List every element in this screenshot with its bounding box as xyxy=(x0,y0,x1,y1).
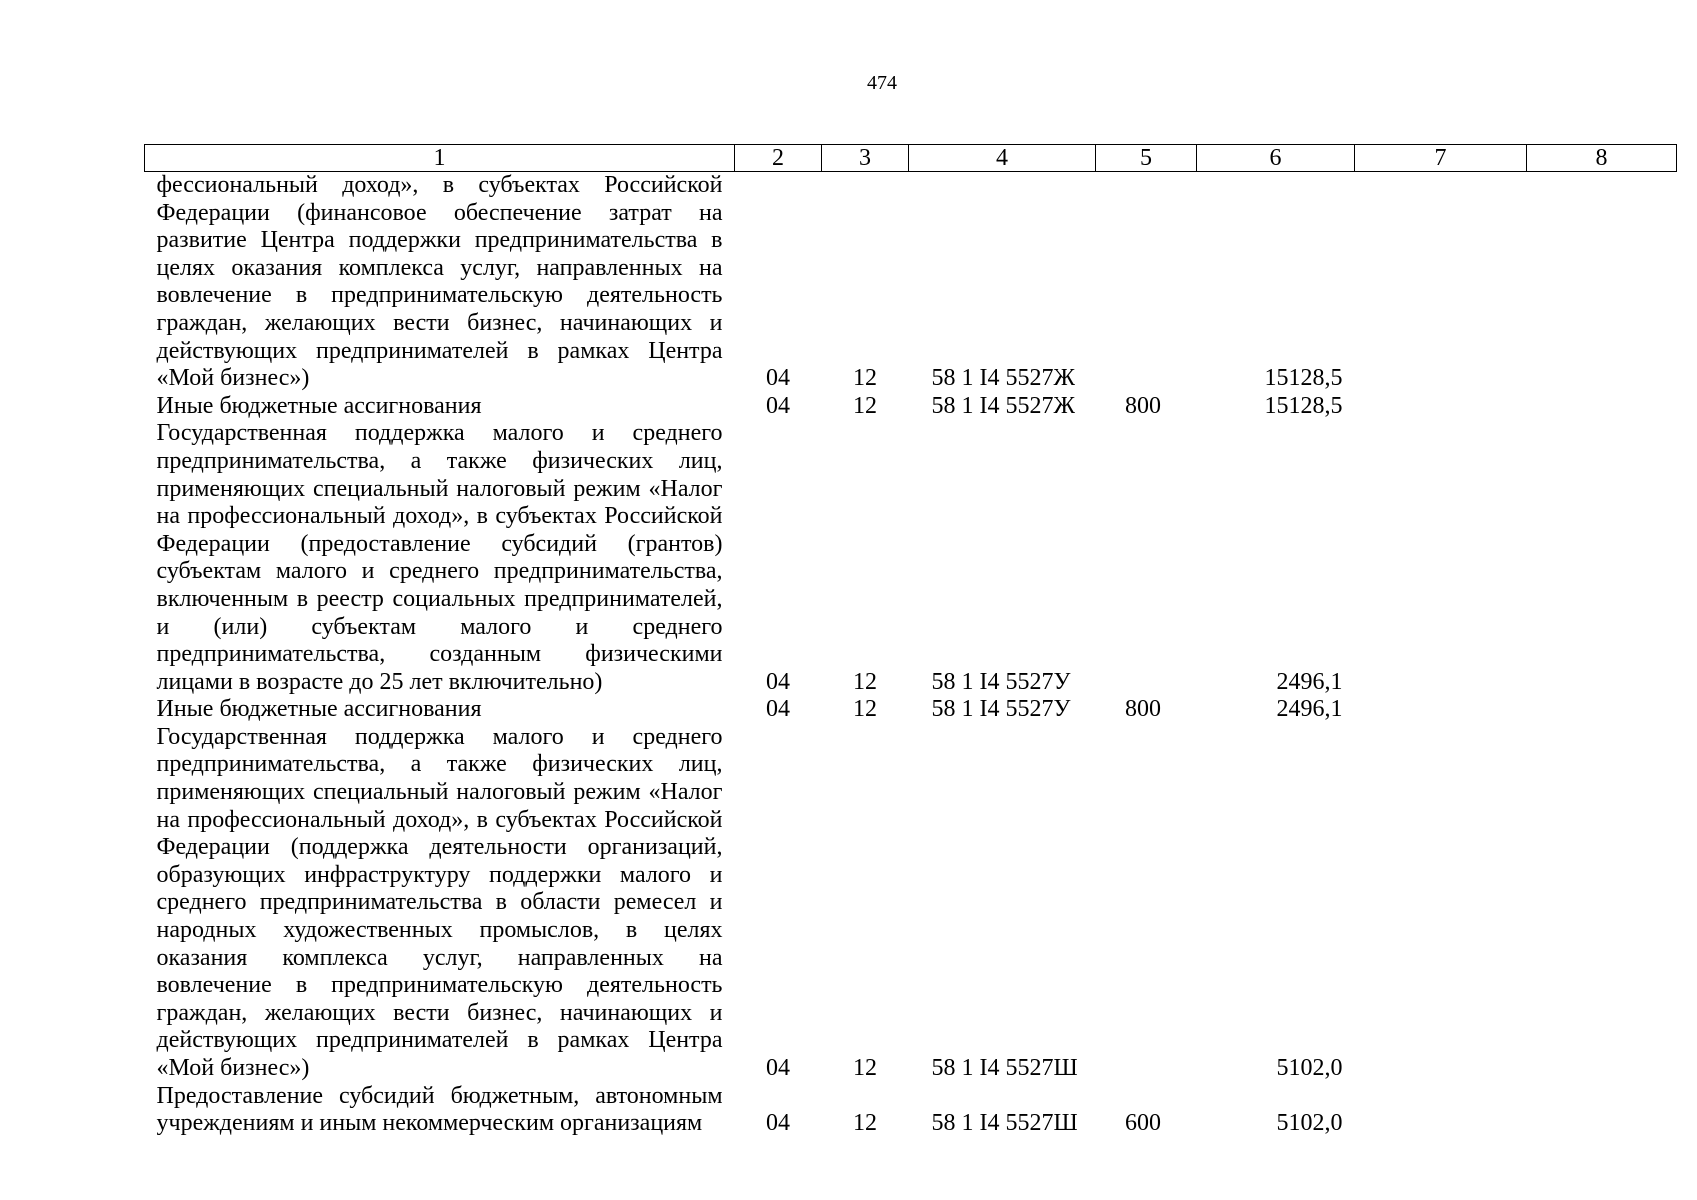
empty-cell xyxy=(1527,393,1677,421)
table-row xyxy=(145,1083,1677,1138)
target-article-code: 58 1 I4 5527Ш xyxy=(931,1110,1078,1137)
empty-cell xyxy=(1527,724,1677,1083)
empty-cell xyxy=(1355,696,1527,724)
column-header: 1 xyxy=(145,145,735,172)
expense-type-code: 600 xyxy=(1125,1110,1161,1137)
empty-cell xyxy=(1355,172,1527,393)
subsection-code: 12 xyxy=(853,668,877,695)
section-code: 04 xyxy=(766,365,790,392)
column-header: 4 xyxy=(909,145,1096,172)
expense-type-code xyxy=(1096,724,1197,1083)
target-article-code: 58 1 I4 5527Ш xyxy=(931,1055,1078,1081)
section-code: 04 xyxy=(766,392,790,419)
row-description: Предоставление субсидий бюджетным, автономным учреждениям и иным некоммерческим организациям xyxy=(156,1082,723,1137)
column-header: 3 xyxy=(822,145,909,172)
empty-cell xyxy=(1527,420,1677,696)
amount: 5102,0 xyxy=(1276,1110,1343,1137)
amount: 2496,1 xyxy=(1276,668,1343,695)
row-description: Иные бюджетные ассигнования xyxy=(156,392,482,419)
budget-table xyxy=(144,144,1677,1138)
expense-type-code xyxy=(1096,420,1197,696)
header-row xyxy=(145,145,1677,172)
amount: 15128,5 xyxy=(1264,392,1343,419)
section-code: 04 xyxy=(766,696,790,723)
subsection-code: 12 xyxy=(853,1055,877,1081)
table-row xyxy=(145,172,1677,393)
expense-type-code xyxy=(1096,172,1197,393)
expense-type-code: 800 xyxy=(1125,392,1161,419)
column-header: 7 xyxy=(1355,145,1527,172)
empty-cell xyxy=(1355,393,1527,421)
section-code: 04 xyxy=(766,1110,790,1137)
subsection-code: 12 xyxy=(853,365,877,392)
table-row xyxy=(145,696,1677,724)
subsection-code: 12 xyxy=(853,392,877,419)
empty-cell xyxy=(1355,1083,1527,1138)
column-header: 8 xyxy=(1527,145,1677,172)
target-article-code: 58 1 I4 5527У xyxy=(931,668,1071,695)
table-row xyxy=(145,724,1677,1083)
section-code: 04 xyxy=(766,1055,790,1081)
subsection-code: 12 xyxy=(853,696,877,723)
target-article-code: 58 1 I4 5527Ж xyxy=(931,392,1075,419)
target-article-code: 58 1 I4 5527Ж xyxy=(931,365,1075,392)
amount: 5102,0 xyxy=(1276,1055,1343,1081)
row-description: Государственная поддержка малого и среднего предпринимательства, а также физических лиц, применяющих специальный налоговый режим «Налог на профессиональный доход», в субъектах Российской Федерации (поддержка деятельности организаций, образующих инфраструктуру поддержки малого и среднего предпринимательства в области ремесел и народных художественных промыслов, в целях оказания комплекса услуг, направленных на вовлечение в предпринимательскую деятельность граждан, желающих вести бизнес, начинающих и действующих предпринимателей в рамках Центра «Мой бизнес») xyxy=(156,723,723,1081)
empty-cell xyxy=(1527,172,1677,393)
amount: 2496,1 xyxy=(1276,696,1343,723)
column-header: 5 xyxy=(1096,145,1197,172)
column-header: 6 xyxy=(1197,145,1355,172)
target-article-code: 58 1 I4 5527У xyxy=(931,696,1071,723)
empty-cell xyxy=(1527,696,1677,724)
page-number: 474 xyxy=(867,72,897,94)
row-description: фессиональный доход», в субъектах Российской Федерации (финансовое обеспечение затрат на развитие Центра поддержки предпринимательства в целях оказания комплекса услуг, направленных на вовлечение в предпринимательскую деятельность граждан, желающих вести бизнес, начинающих и действующих предпринимателей в рамках Центра «Мой бизнес») xyxy=(156,172,723,392)
subsection-code: 12 xyxy=(853,1110,877,1137)
column-header: 2 xyxy=(735,145,822,172)
row-description: Иные бюджетные ассигнования xyxy=(156,696,482,723)
empty-cell xyxy=(1355,724,1527,1083)
row-description: Государственная поддержка малого и среднего предпринимательства, а также физических лиц, применяющих специальный налоговый режим «Налог на профессиональный доход», в субъектах Российской Федерации (предоставление субсидий (грантов) субъектам малого и среднего предпринимательства, включенным в реестр социальных предпринимателей, и (или) субъектам малого и среднего предпринимательства, созданным физическими лицами в возрасте до 25 лет включительно) xyxy=(156,420,723,695)
expense-type-code: 800 xyxy=(1125,696,1161,723)
amount: 15128,5 xyxy=(1264,365,1343,392)
section-code: 04 xyxy=(766,668,790,695)
table-row xyxy=(145,420,1677,696)
table-row xyxy=(145,393,1677,421)
empty-cell xyxy=(1527,1083,1677,1138)
empty-cell xyxy=(1355,420,1527,696)
